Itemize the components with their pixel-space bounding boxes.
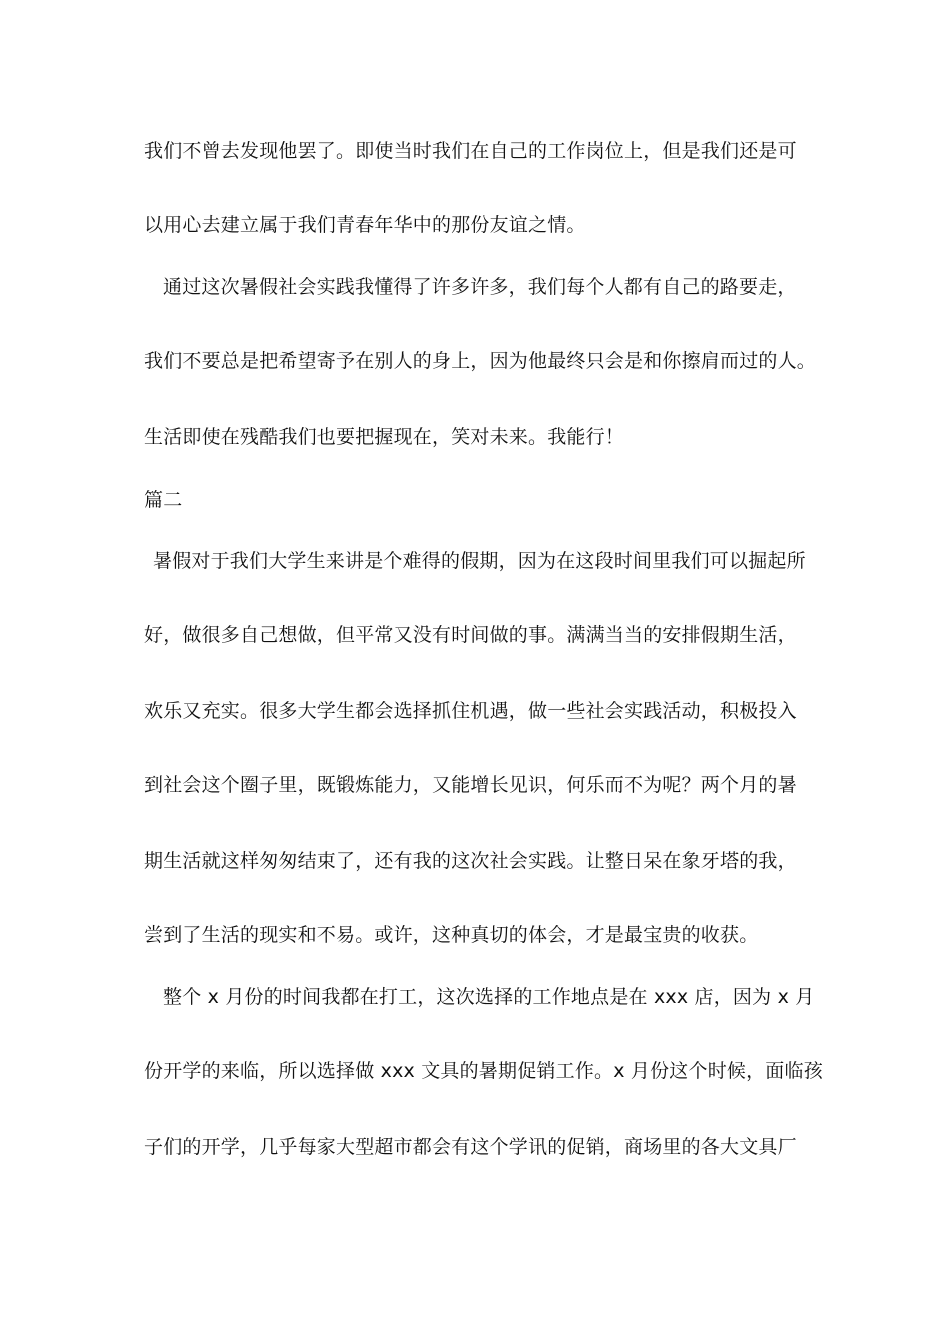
paragraph-start-line: 通过这次暑假社会实践我懂得了许多许多，我们每个人都有自己的路要走， (163, 276, 797, 298)
text-line: 好，做很多自己想做，但平常又没有时间做的事。满满当当的安排假期生活， (144, 624, 797, 646)
text-line: 我们不要总是把希望寄予在别人的身上，因为他最终只会是和你擦肩而过的人。 (144, 350, 817, 372)
paragraph-start-line: 暑假对于我们大学生来讲是个难得的假期，因为在这段时间里我们可以掘起所 (153, 550, 806, 572)
text-line: 我们不曾去发现他罢了。即使当时我们在自己的工作岗位上，但是我们还是可 (144, 140, 797, 162)
paragraph-start-line: 整个 x 月份的时间我都在打工，这次选择的工作地点是在 xxx 店，因为 x 月 (163, 986, 815, 1008)
text-line: 尝到了生活的现实和不易。或许，这种真切的体会，才是最宝贵的收获。 (144, 924, 759, 946)
text-line: 到社会这个圈子里，既锻炼能力，又能增长见识，何乐而不为呢？两个月的暑 (144, 774, 797, 796)
section-heading: 篇二 (144, 489, 183, 511)
text-line: 以用心去建立属于我们青春年华中的那份友谊之情。 (144, 214, 586, 236)
text-line: 欢乐又充实。很多大学生都会选择抓住机遇，做一些社会实践活动，积极投入 (144, 700, 797, 722)
text-line: 份开学的来临，所以选择做 xxx 文具的暑期促销工作。x 月份这个时候，面临孩 (144, 1060, 823, 1082)
text-line: 期生活就这样匆匆结束了，还有我的这次社会实践。让整日呆在象牙塔的我， (144, 850, 797, 872)
text-line: 生活即使在残酷我们也要把握现在，笑对未来。我能行！ (144, 426, 625, 448)
text-line: 子们的开学，几乎每家大型超市都会有这个学讯的促销，商场里的各大文具厂 (144, 1136, 797, 1158)
